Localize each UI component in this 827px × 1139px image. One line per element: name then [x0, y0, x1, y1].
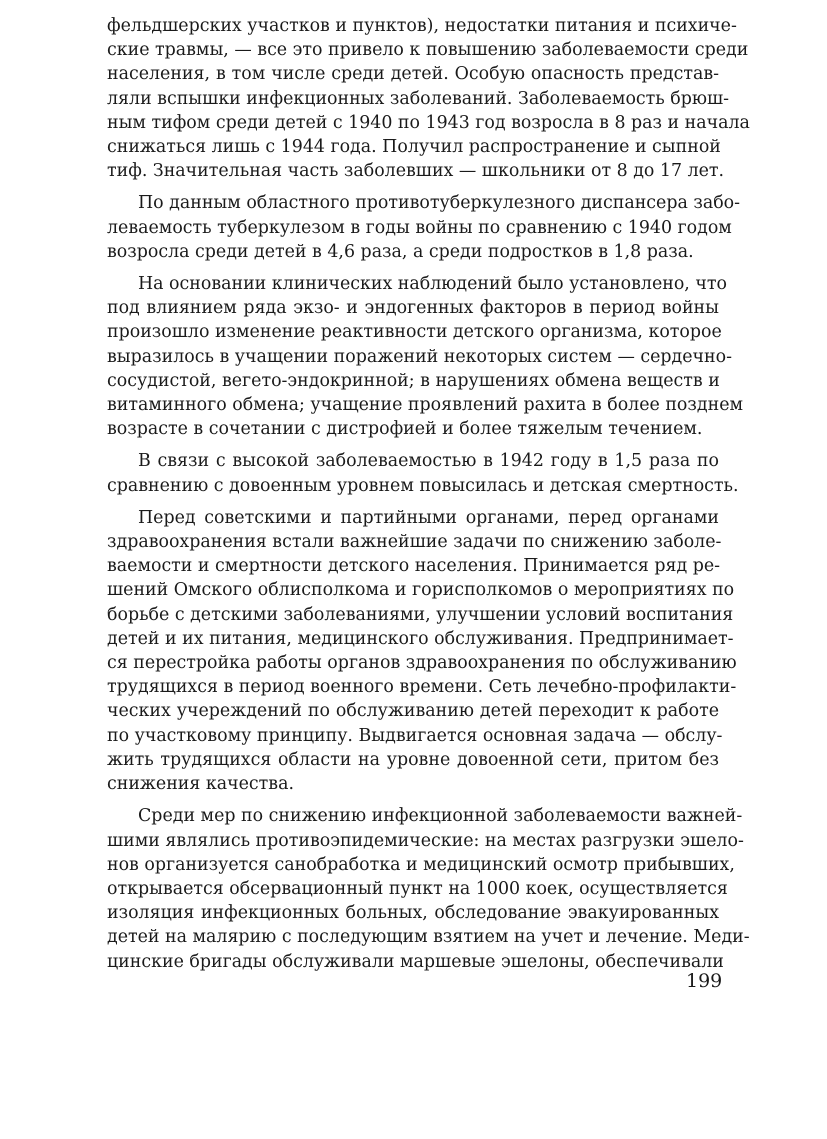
- text-line: По данным областного противотуберкулезного диспансера забо-: [138, 193, 741, 214]
- page-number: 199: [686, 970, 723, 992]
- text-line: трудящихся в период военного времени. Сеть лечебно-профилакти-: [107, 677, 737, 698]
- text-line: открывается обсервационный пункт на 1000 коек, осуществляется: [107, 878, 728, 899]
- paragraph: [107, 506, 737, 796]
- text-line: снижения качества.: [107, 774, 294, 795]
- text-line: сосудистой, вегето-эндокринной; в нарушениях обмена веществ и: [107, 370, 720, 391]
- text-line: возрасте в сочетании с дистрофией и более тяжелым течением.: [107, 419, 703, 440]
- text-line: борьбе с детскими заболеваниями, улучшении условий воспитания: [107, 604, 734, 625]
- text-line: В связи с высокой заболеваемостью в 1942 году в 1,5 раза по: [138, 451, 719, 472]
- text-line: шими являлись противоэпидемические: на местах разгрузки эшело-: [107, 830, 744, 851]
- text-line: детей на малярию с последующим взятием на учет и лечение. Меди-: [107, 927, 750, 948]
- text-line: выразилось в учащении поражений некоторых систем — сердечно-: [107, 346, 732, 367]
- text-line: жить трудящихся области на уровне довоенной сети, притом без: [107, 749, 719, 770]
- text-line: На основании клинических наблюдений было установлено, что: [138, 274, 727, 295]
- paragraph: [107, 804, 750, 973]
- text-line: ваемости и смертности детского населения. Принимается ряд ре-: [107, 556, 721, 577]
- paragraph: [107, 449, 739, 497]
- text-line: произошло изменение реактивности детского организма, которое: [107, 322, 722, 343]
- text-line: под влиянием ряда экзо- и эндогенных факторов в период войны: [107, 298, 719, 319]
- text-line: Перед советскими и партийными органами, перед органами: [138, 507, 719, 528]
- text-line: возросла среди детей в 4,6 раза, а среди подростков в 1,8 раза.: [107, 241, 694, 262]
- text-line: фельдшерских участков и пунктов), недостатки питания и психиче-: [107, 16, 737, 36]
- text-line: леваемость туберкулезом в годы войны по сравнению с 1940 годом: [107, 217, 732, 238]
- text-line: населения, в том числе среди детей. Особую опасность представ-: [107, 64, 719, 85]
- text-line: ляли вспышки инфекционных заболеваний. Заболеваемость брюш-: [107, 88, 730, 109]
- text-line: по участковому принципу. Выдвигается основная задача — обслу-: [107, 725, 723, 746]
- body-text: [107, 14, 750, 974]
- text-line: цинские бригады обслуживали маршевые эшелоны, обеспечивали: [107, 951, 724, 972]
- text-line: детей и их питания, медицинского обслуживания. Предпринимает-: [107, 628, 734, 649]
- text-line: ские травмы, — все это привело к повышению заболеваемости среди: [107, 40, 749, 61]
- paragraph: [107, 191, 741, 264]
- text-line: снижаться лишь с 1944 года. Получил распространение и сыпной: [107, 137, 721, 158]
- text-line: нов организуется санобработка и медицинский осмотр прибывших,: [107, 854, 735, 875]
- text-line: Среди мер по снижению инфекционной заболеваемости важней-: [138, 806, 743, 827]
- paragraph: [107, 272, 744, 441]
- text-line: ным тифом среди детей с 1940 по 1943 год возросла в 8 раз и начала: [107, 112, 750, 133]
- text-line: изоляция инфекционных больных, обследование эвакуированных: [107, 903, 719, 924]
- text-line: витаминного обмена; учащение проявлений рахита в более позднем: [107, 395, 744, 416]
- text-line: сравнению с довоенным уровнем повысилась и детская смертность.: [107, 475, 739, 496]
- text-line: ческих учереждений по обслуживанию детей переходит к работе: [107, 701, 719, 722]
- text-line: здравоохранения встали важнейшие задачи по снижению заболе-: [107, 532, 722, 553]
- text-line: шений Омского облисполкома и горисполкомов о мероприятиях по: [107, 580, 735, 601]
- text-line: ся перестройка работы органов здравоохранения по обслуживанию: [107, 653, 737, 674]
- paragraph: [107, 14, 750, 183]
- text-line: тиф. Значительная часть заболевших — школьники от 8 до 17 лет.: [107, 161, 725, 182]
